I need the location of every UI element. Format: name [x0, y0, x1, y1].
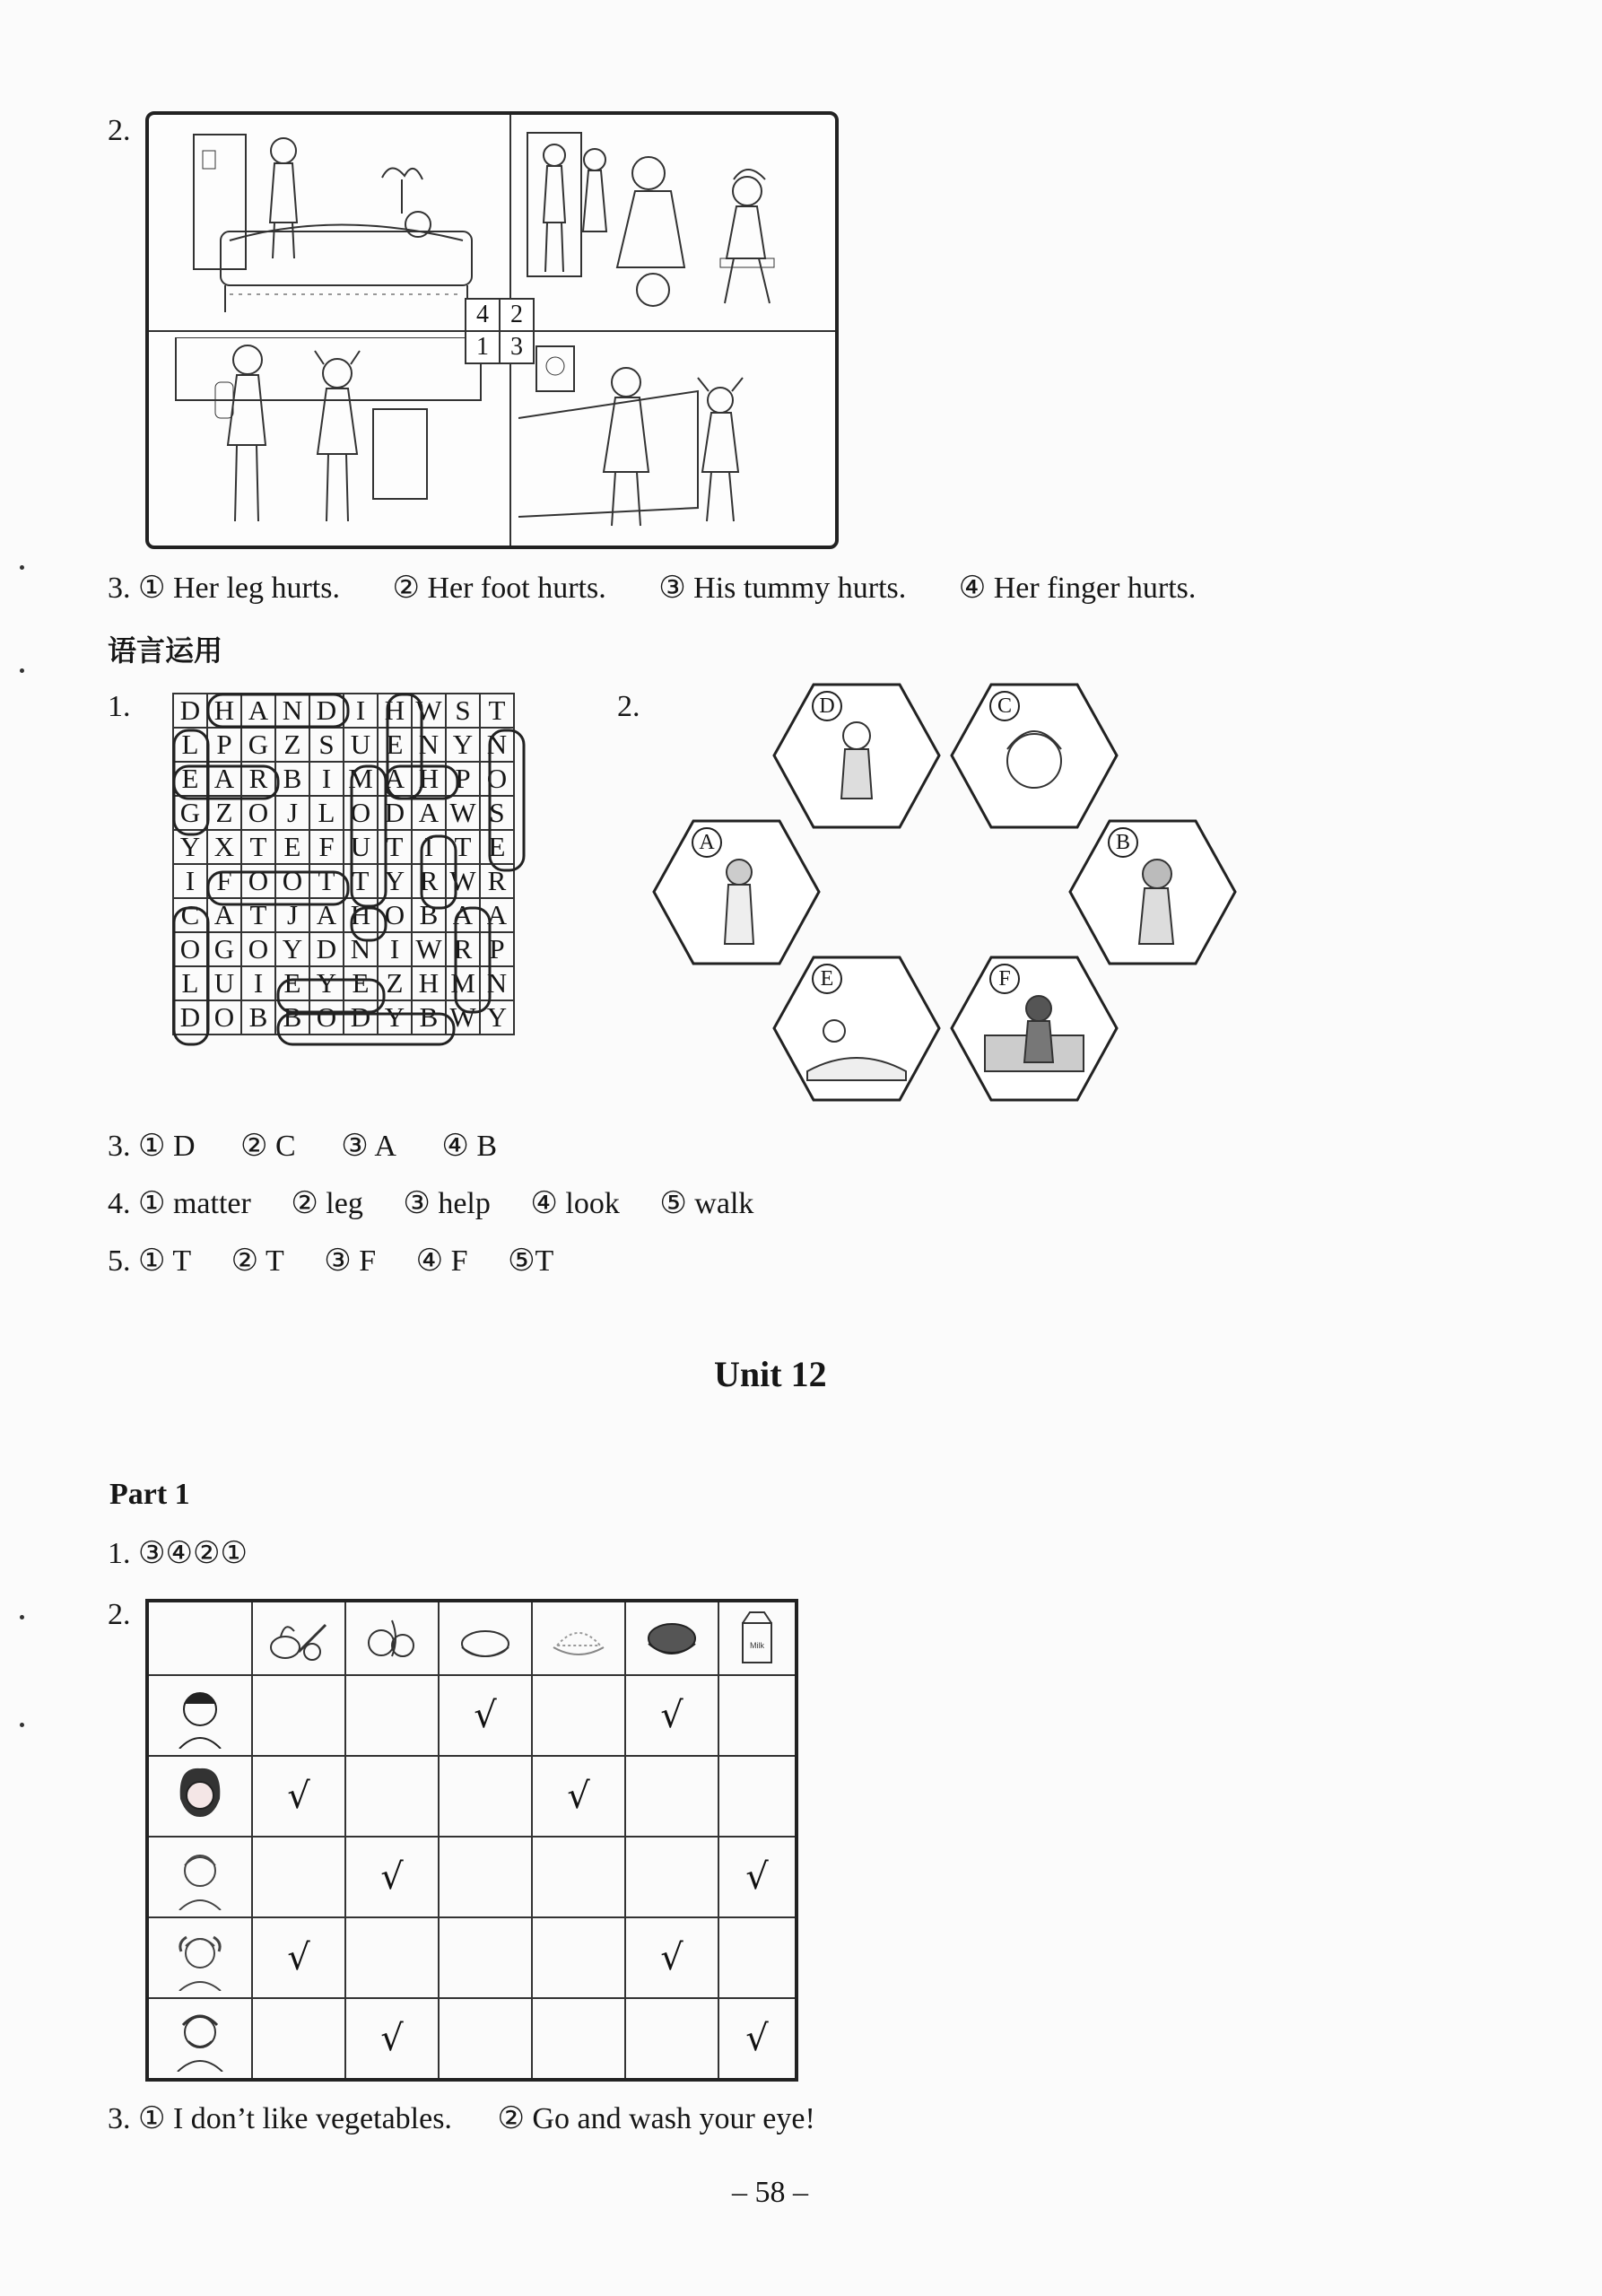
- word-search-cell: A: [241, 694, 275, 728]
- hex-label: E: [812, 964, 842, 994]
- word-search-cell: A: [480, 898, 514, 932]
- food-table-cell: [625, 1998, 718, 2080]
- answer-item: ⑤T: [508, 1244, 554, 1278]
- corner-cell: [147, 1601, 252, 1675]
- word-search-cell: I: [412, 830, 446, 864]
- word-search-cell: U: [344, 830, 378, 864]
- answer-item: ③ A: [341, 1130, 396, 1163]
- word-search-cell: I: [241, 966, 275, 1000]
- word-search-cell: Y: [275, 932, 309, 966]
- food-table-cell: [252, 1756, 345, 1837]
- word-search-cell: D: [378, 796, 412, 830]
- food-table-cell: [718, 1837, 797, 1917]
- girl2-face-icon: [147, 1917, 252, 1998]
- food-table-cell: [532, 1756, 625, 1837]
- answer-item: ③ F: [324, 1244, 377, 1278]
- margin-dot: [20, 565, 24, 570]
- word-search-cell: A: [378, 762, 412, 796]
- word-search-cell: M: [446, 966, 480, 1000]
- word-search-cell: T: [344, 864, 378, 898]
- food-table-cell: [345, 1675, 439, 1756]
- rice-icon: [532, 1601, 625, 1675]
- order-cell: 3: [500, 331, 534, 363]
- word-search-cell: S: [446, 694, 480, 728]
- word-search-row: [173, 1000, 514, 1035]
- order-cell: 1: [466, 331, 500, 363]
- vegetables-icon: [252, 1601, 345, 1675]
- word-search-cell: D: [309, 932, 344, 966]
- word-search-cell: O: [173, 932, 207, 966]
- answer-item: ④ B: [441, 1130, 498, 1163]
- food-table-cell: [625, 1917, 718, 1998]
- word-search-cell: J: [275, 898, 309, 932]
- answer-line-part1-q3: [108, 2101, 815, 2137]
- check-mark: √: [287, 1776, 310, 1817]
- word-search-cell: W: [446, 1000, 480, 1035]
- word-search-cell: Z: [275, 728, 309, 762]
- word-search-cell: B: [412, 1000, 446, 1035]
- hex-label: D: [812, 691, 842, 721]
- word-search-cell: S: [309, 728, 344, 762]
- answer-item: ② T: [231, 1244, 284, 1278]
- margin-dot: [20, 668, 24, 673]
- word-search-cell: Y: [378, 1000, 412, 1035]
- check-mark: √: [380, 2018, 404, 2059]
- food-table-cell: [718, 1675, 797, 1756]
- word-search-cell: T: [241, 830, 275, 864]
- word-search-cell: O: [480, 762, 514, 796]
- word-search-cell: T: [446, 830, 480, 864]
- answer-item: ① I don’t like vegetables.: [138, 2102, 452, 2135]
- word-search-cell: N: [412, 728, 446, 762]
- word-search-cell: B: [275, 762, 309, 796]
- check-mark: √: [745, 1856, 769, 1898]
- word-search-cell: E: [344, 966, 378, 1000]
- food-table-cell: [532, 1675, 625, 1756]
- word-search-cell: L: [173, 728, 207, 762]
- word-search-cell: A: [207, 762, 241, 796]
- word-search-cell: B: [241, 1000, 275, 1035]
- word-search-cell: W: [412, 932, 446, 966]
- word-search-cell: N: [344, 932, 378, 966]
- word-search-cell: W: [446, 796, 480, 830]
- margin-dot: [20, 1615, 24, 1619]
- word-search-cell: B: [275, 1000, 309, 1035]
- word-search-cell: N: [480, 966, 514, 1000]
- word-search-cell: U: [344, 728, 378, 762]
- girl-face-icon: [147, 1756, 252, 1837]
- word-search-cell: D: [309, 694, 344, 728]
- word-search-cell: Z: [378, 966, 412, 1000]
- word-search-cell: G: [207, 932, 241, 966]
- mother-and-girl-illustration: [518, 337, 828, 539]
- answer-item: ② leg: [291, 1187, 363, 1220]
- fruit-icon: [345, 1601, 439, 1675]
- word-search-cell: Y: [309, 966, 344, 1000]
- word-search-cell: H: [207, 694, 241, 728]
- check-mark: √: [287, 1937, 310, 1978]
- word-search-cell: I: [173, 864, 207, 898]
- girl-headache-illustration: [158, 337, 499, 539]
- word-search-cell: H: [412, 966, 446, 1000]
- word-search-cell: N: [275, 694, 309, 728]
- order-cell: 4: [466, 299, 500, 331]
- picture-order-grid: [465, 298, 535, 364]
- food-table-row: [147, 1756, 797, 1837]
- check-mark: √: [660, 1937, 683, 1978]
- food-table-cell: [532, 1837, 625, 1917]
- question-label: 5.: [108, 1244, 131, 1278]
- picture-frame: [145, 111, 839, 549]
- word-search-cell: Y: [480, 1000, 514, 1035]
- word-search-cell: E: [378, 728, 412, 762]
- word-search-row: [173, 966, 514, 1000]
- food-table-row: [147, 1998, 797, 2080]
- word-search-cell: Z: [207, 796, 241, 830]
- food-table-cell: [252, 1998, 345, 2080]
- word-search-cell: F: [207, 864, 241, 898]
- food-table-cell: [439, 1917, 532, 1998]
- word-search-cell: G: [241, 728, 275, 762]
- answer-item: ④ look: [530, 1187, 620, 1220]
- section-heading-language-use: 语言运用: [108, 633, 223, 668]
- word-search-row: [173, 728, 514, 762]
- word-search-cell: N: [480, 728, 514, 762]
- food-table-row: [147, 1917, 797, 1998]
- order-cell: 2: [500, 299, 534, 331]
- food-table-cell: [625, 1756, 718, 1837]
- answer-item: ① matter: [138, 1187, 251, 1220]
- word-search-cell: A: [412, 796, 446, 830]
- word-search-row: [173, 796, 514, 830]
- food-table-cell: [625, 1837, 718, 1917]
- food-table-cell: [252, 1917, 345, 1998]
- answer-item: ① Her leg hurts.: [138, 572, 340, 605]
- check-mark: √: [567, 1776, 590, 1817]
- word-search-cell: T: [480, 694, 514, 728]
- doctor-visit-illustration: [518, 124, 828, 326]
- page-number: – 58 –: [732, 2176, 808, 2209]
- word-search-cell: O: [378, 898, 412, 932]
- answer-item: ③ help: [403, 1187, 491, 1220]
- word-search-cell: T: [309, 864, 344, 898]
- food-preference-table: [145, 1599, 798, 2082]
- word-search-cell: T: [378, 830, 412, 864]
- word-search-cell: D: [173, 1000, 207, 1035]
- food-table-cell: [345, 1998, 439, 2080]
- food-table-cell: [718, 1917, 797, 1998]
- food-table-cell: [439, 1998, 532, 2080]
- answer-item: ② Go and wash your eye!: [497, 2102, 815, 2135]
- word-search-cell: A: [207, 898, 241, 932]
- check-mark: √: [380, 1856, 404, 1898]
- word-search-cell: O: [344, 796, 378, 830]
- word-search-cell: O: [275, 864, 309, 898]
- food-table-cell: [532, 1917, 625, 1998]
- margin-dot: [20, 1723, 24, 1727]
- milk-icon: [718, 1601, 797, 1675]
- man-face-icon: [147, 1998, 252, 2080]
- food-table-cell: [718, 1756, 797, 1837]
- word-search-cell: F: [309, 830, 344, 864]
- word-search-cell: I: [344, 694, 378, 728]
- word-search-cell: I: [309, 762, 344, 796]
- answer-item: ② Her foot hurts.: [392, 572, 606, 605]
- answer-item: ① D: [138, 1130, 196, 1163]
- word-search-cell: J: [275, 796, 309, 830]
- check-mark: √: [745, 2018, 769, 2059]
- word-search-cell: Y: [446, 728, 480, 762]
- answer-item: ② C: [240, 1130, 296, 1163]
- word-search-cell: Y: [378, 864, 412, 898]
- word-search-cell: D: [344, 1000, 378, 1035]
- word-search-cell: U: [207, 966, 241, 1000]
- word-search-cell: A: [309, 898, 344, 932]
- food-table-cell: [439, 1756, 532, 1837]
- word-search-cell: M: [344, 762, 378, 796]
- answer-line-q5: [108, 1244, 553, 1279]
- word-search-cell: W: [412, 694, 446, 728]
- unit-title: Unit 12: [714, 1354, 827, 1394]
- word-search-cell: R: [241, 762, 275, 796]
- word-search-cell: E: [173, 762, 207, 796]
- word-search-row: [173, 694, 514, 728]
- word-search-cell: E: [275, 830, 309, 864]
- hexagon-b: [1067, 818, 1238, 966]
- word-search-cell: R: [480, 864, 514, 898]
- answer-line-q4: [108, 1186, 753, 1222]
- food-table-row: [147, 1675, 797, 1756]
- food-table-cell: [439, 1837, 532, 1917]
- hex-label: B: [1108, 827, 1138, 858]
- hex-label: F: [989, 964, 1020, 994]
- question-label: 3.: [108, 1130, 131, 1163]
- word-search-cell: R: [446, 932, 480, 966]
- food-table-cell: [439, 1675, 532, 1756]
- word-search-cell: R: [412, 864, 446, 898]
- hexagon-e: [771, 955, 942, 1103]
- hex-label: A: [692, 827, 722, 858]
- answer-item: ④ F: [415, 1244, 468, 1278]
- word-search-cell: H: [344, 898, 378, 932]
- boy2-face-icon: [147, 1837, 252, 1917]
- word-search-row: [173, 864, 514, 898]
- word-search-cell: H: [378, 694, 412, 728]
- food-table-cell: [625, 1675, 718, 1756]
- boy-face-icon: [147, 1675, 252, 1756]
- sick-in-bed-illustration: [158, 124, 499, 326]
- word-search-cell: P: [446, 762, 480, 796]
- hexagon-a: [651, 818, 822, 966]
- food-table-cell: [252, 1675, 345, 1756]
- check-mark: √: [660, 1695, 683, 1736]
- noodles-icon: [625, 1601, 718, 1675]
- question-label-hexagons: 2.: [617, 690, 640, 723]
- word-search-cell: S: [480, 796, 514, 830]
- word-search-cell: O: [241, 796, 275, 830]
- word-search-cell: E: [480, 830, 514, 864]
- answer-line-part1-q1: 1. ③④②①: [108, 1537, 248, 1570]
- answer-item: ⑤ walk: [659, 1187, 754, 1220]
- word-search-cell: T: [241, 898, 275, 932]
- question-label: 4.: [108, 1187, 131, 1220]
- word-search-cell: O: [309, 1000, 344, 1035]
- word-search-cell: H: [412, 762, 446, 796]
- word-search-cell: A: [446, 898, 480, 932]
- question-label: 3.: [108, 2102, 131, 2135]
- word-search-cell: E: [275, 966, 309, 1000]
- food-table-cell: [345, 1756, 439, 1837]
- food-table-row: [147, 1837, 797, 1917]
- question-label-food-table: 2.: [108, 1598, 131, 1631]
- word-search-cell: P: [207, 728, 241, 762]
- word-search-cell: P: [480, 932, 514, 966]
- answer-line-q3: [108, 1129, 497, 1165]
- hexagon-f: [949, 955, 1119, 1103]
- answer-item: ① T: [138, 1244, 192, 1278]
- word-search-cell: L: [309, 796, 344, 830]
- question-label-wordsearch: 1.: [108, 690, 131, 723]
- word-search-cell: X: [207, 830, 241, 864]
- word-search-cell: B: [412, 898, 446, 932]
- word-search-row: [173, 898, 514, 932]
- check-mark: √: [474, 1695, 497, 1736]
- answer-line-hurts: [108, 571, 1196, 607]
- answer-item: ④ Her finger hurts.: [958, 572, 1197, 605]
- word-search-row: [173, 932, 514, 966]
- milk-carton-label: Milk: [750, 1641, 764, 1650]
- hexagon-d: [771, 682, 942, 830]
- answer-item: ③ His tummy hurts.: [658, 572, 907, 605]
- hex-label: C: [989, 691, 1020, 721]
- food-table-cell: [345, 1917, 439, 1998]
- word-search-cell: Y: [173, 830, 207, 864]
- food-table-cell: [345, 1837, 439, 1917]
- word-search-cell: O: [241, 864, 275, 898]
- word-search-grid: [172, 693, 515, 1035]
- question-label-2-pictures: 2.: [108, 114, 131, 147]
- food-header-row: [147, 1601, 797, 1675]
- part-title: Part 1: [109, 1478, 190, 1511]
- food-table-cell: [532, 1998, 625, 2080]
- chicken-icon: [439, 1601, 532, 1675]
- word-search-cell: C: [173, 898, 207, 932]
- question-label: 3.: [108, 572, 131, 605]
- hexagon-c: [949, 682, 1119, 830]
- word-search-cell: D: [173, 694, 207, 728]
- word-search-row: [173, 762, 514, 796]
- word-search-row: [173, 830, 514, 864]
- food-table-cell: [252, 1837, 345, 1917]
- food-table-cell: [718, 1998, 797, 2080]
- word-search-cell: L: [173, 966, 207, 1000]
- word-search-cell: I: [378, 932, 412, 966]
- word-search-cell: W: [446, 864, 480, 898]
- word-search-cell: O: [207, 1000, 241, 1035]
- word-search-cell: G: [173, 796, 207, 830]
- word-search-cell: O: [241, 932, 275, 966]
